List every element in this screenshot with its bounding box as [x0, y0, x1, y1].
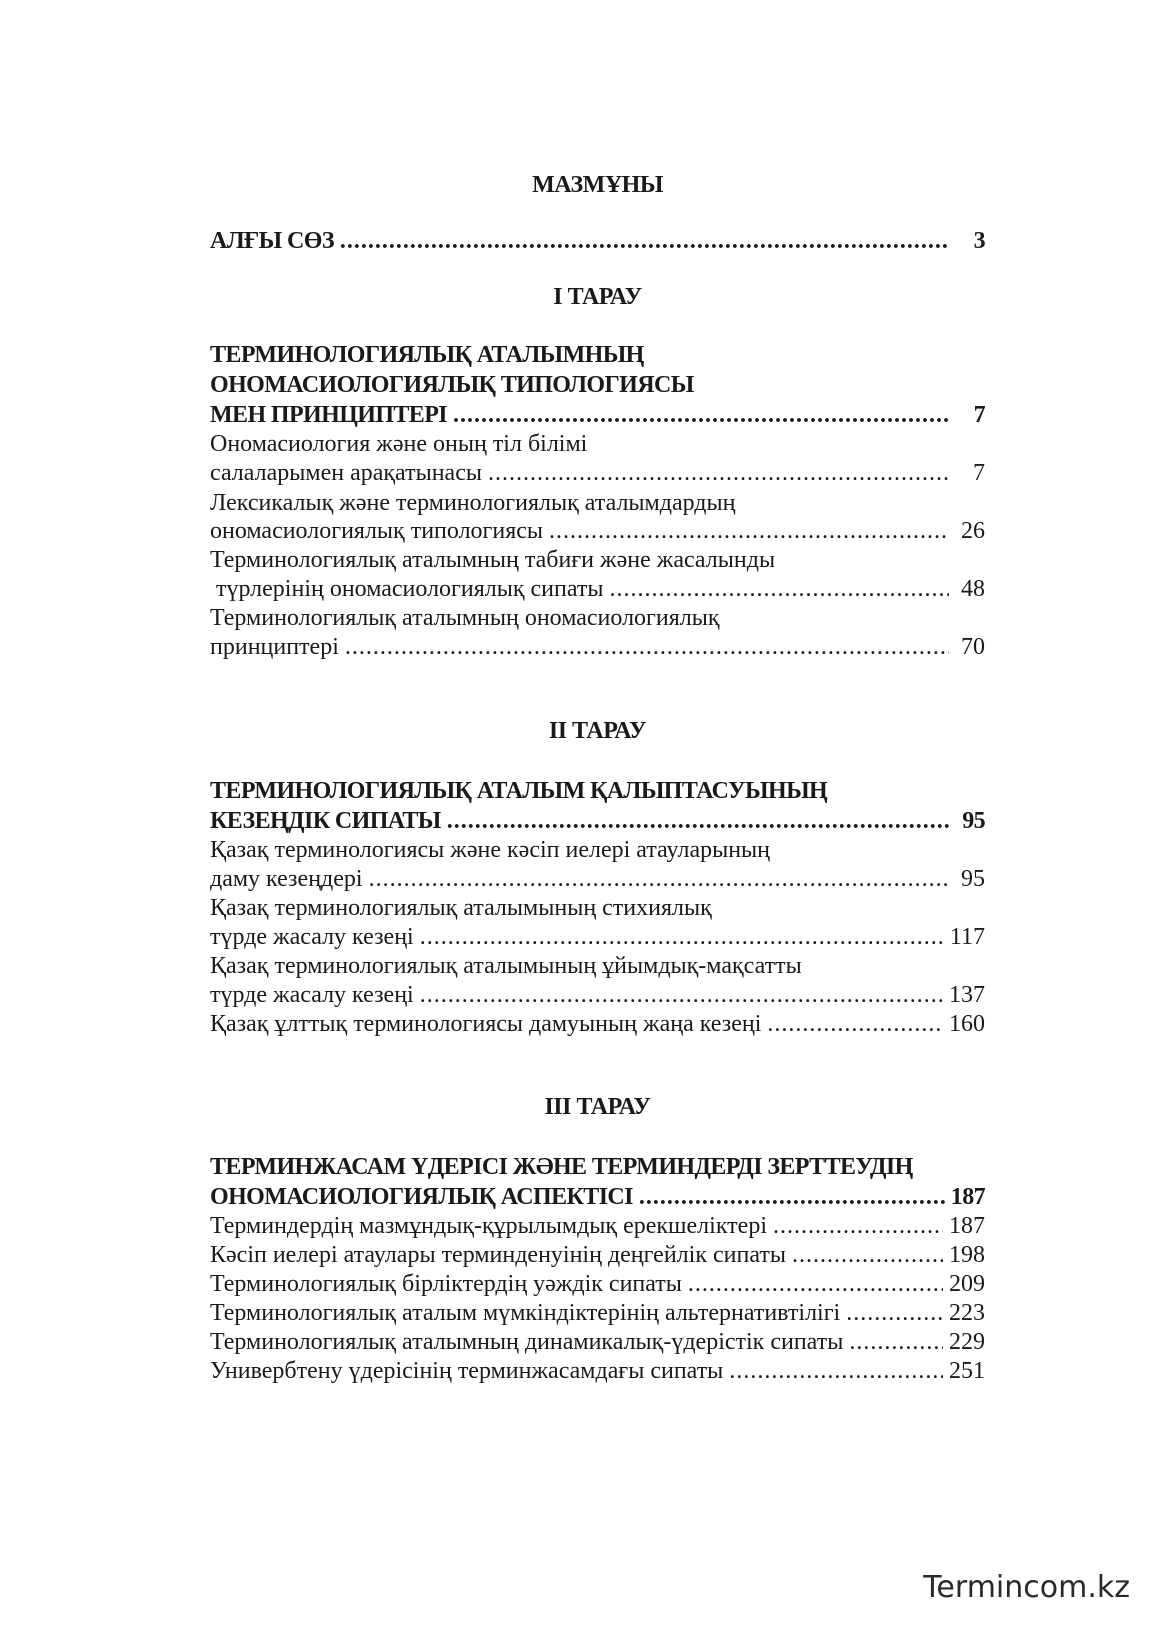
leader-dots — [420, 980, 943, 1010]
entry-text: МЕН ПРИНЦИПТЕРІ — [210, 402, 448, 428]
entry-text: ономасиологиялық типологиясы — [210, 518, 544, 544]
entry-text: принциптері — [210, 634, 339, 660]
leader-dots — [846, 1298, 943, 1328]
entry-text-line1: Терминологиялық аталымның ономасиологиялық — [210, 605, 720, 631]
chapter-title-line: ТЕРМИНЖАСАМ ҮДЕРІСІ ЖӘНЕ ТЕРМИНДЕРДІ ЗЕРТТЕУДІҢ — [210, 1154, 913, 1180]
entry-text: Универбтену үдерісінің терминжасамдағы сипаты — [210, 1358, 724, 1384]
chapter-heading-1: І ТАРАУ — [553, 284, 642, 310]
page-number: 26 — [961, 518, 985, 544]
leader-dots — [420, 922, 944, 952]
page-number: 7 — [973, 460, 985, 486]
leader-dots — [340, 226, 949, 256]
leader-dots — [610, 574, 949, 604]
page-number: 48 — [961, 576, 985, 602]
toc-entry[interactable] — [210, 1211, 985, 1241]
page-number: 160 — [949, 1011, 985, 1037]
entry-text-line1: Ономасиология және оның тіл білімі — [210, 431, 588, 457]
toc-entry[interactable] — [210, 1269, 985, 1299]
toc-entry[interactable] — [210, 516, 985, 546]
entry-text: Қазақ ұлттық терминологиясы дамуының жаңа кезеңі — [210, 1011, 762, 1037]
entry-text-line1: Лексикалық және терминологиялық аталымдардың — [210, 490, 736, 516]
page-number: 117 — [949, 924, 985, 950]
toc-title: МАЗМҰНЫ — [532, 172, 663, 198]
chapter-title-line: ОНОМАСИОЛОГИЯЛЫҚ ТИПОЛОГИЯСЫ — [210, 372, 694, 398]
page-number: 70 — [961, 634, 985, 660]
toc-entry[interactable] — [210, 980, 985, 1010]
leader-dots — [345, 632, 949, 662]
leader-dots — [447, 806, 949, 836]
entry-text: түрде жасалу кезеңі — [210, 924, 414, 950]
watermark-logo: Termincom.kz — [923, 1570, 1130, 1605]
page-number: 187 — [949, 1213, 985, 1239]
toc-entry-chapter-2[interactable] — [210, 806, 985, 836]
toc-entry-chapter-3[interactable] — [210, 1182, 985, 1212]
page-number: 3 — [973, 228, 985, 254]
leader-dots — [729, 1356, 943, 1386]
leader-dots — [639, 1182, 945, 1212]
entry-text: АЛҒЫ СӨЗ — [210, 228, 334, 254]
entry-text-line1: Қазақ терминологиясы және кәсіп иелері атауларының — [210, 837, 771, 863]
page-number: 209 — [949, 1271, 985, 1297]
entry-text: ОНОМАСИОЛОГИЯЛЫҚ АСПЕКТІСІ — [210, 1184, 633, 1210]
entry-text: Терминологиялық аталымның динамикалық-үдерістік сипаты — [210, 1329, 844, 1355]
toc-entry[interactable] — [210, 922, 985, 952]
toc-entry-foreword[interactable] — [210, 226, 985, 256]
chapter-title-line: ТЕРМИНОЛОГИЯЛЫҚ АТАЛЫМ ҚАЛЫПТАСУЫНЫҢ — [210, 778, 828, 804]
leader-dots — [849, 1327, 943, 1357]
page-number: 229 — [949, 1329, 985, 1355]
entry-text: даму кезеңдері — [210, 866, 363, 892]
entry-text: түрлерінің ономасиологиялық сипаты — [210, 576, 604, 602]
toc-entry[interactable] — [210, 1009, 985, 1039]
leader-dots — [773, 1211, 943, 1241]
toc-entry[interactable] — [210, 1356, 985, 1386]
entry-text: КЕЗЕҢДІК СИПАТЫ — [210, 808, 441, 834]
toc-entry[interactable] — [210, 864, 985, 894]
page-number: 7 — [973, 402, 985, 428]
entry-text: Кәсіп иелері атаулары терминденуінің деңгейлік сипаты — [210, 1242, 786, 1268]
entry-text: Терминологиялық бірліктердің уәждік сипаты — [210, 1271, 682, 1297]
leader-dots — [488, 458, 949, 488]
chapter-heading-2: ІІ ТАРАУ — [548, 718, 647, 744]
leader-dots — [549, 516, 949, 546]
toc-entry[interactable] — [210, 632, 985, 662]
entry-text-line1: Қазақ терминологиялық аталымының ұйымдық-мақсатты — [210, 953, 802, 979]
toc-entry[interactable] — [210, 1298, 985, 1328]
page-number: 187 — [950, 1184, 985, 1210]
leader-dots — [688, 1269, 943, 1299]
page-number: 137 — [949, 982, 985, 1008]
entry-text: салаларымен арақатынасы — [210, 460, 482, 486]
page-number: 95 — [961, 866, 985, 892]
chapter-heading-3: ІІІ ТАРАУ — [544, 1094, 651, 1120]
leader-dots — [453, 400, 949, 430]
chapter-title-line: ТЕРМИНОЛОГИЯЛЫҚ АТАЛЫМНЫҢ — [210, 342, 644, 368]
toc-entry-chapter-1[interactable] — [210, 400, 985, 430]
entry-text: Терминдердің мазмұндық-құрылымдық ерекшеліктері — [210, 1213, 767, 1239]
leader-dots — [792, 1240, 943, 1270]
leader-dots — [369, 864, 949, 894]
toc-entry[interactable] — [210, 1327, 985, 1357]
page-number: 251 — [949, 1358, 985, 1384]
entry-text: түрде жасалу кезеңі — [210, 982, 414, 1008]
page-number: 223 — [949, 1300, 985, 1326]
entry-text-line1: Терминологиялық аталымның табиғи және жасалынды — [210, 547, 776, 573]
toc-entry[interactable] — [210, 574, 985, 604]
page-number: 198 — [949, 1242, 985, 1268]
page-number: 95 — [962, 808, 985, 834]
entry-text: Терминологиялық аталым мүмкіндіктерінің альтернативтілігі — [210, 1300, 841, 1326]
toc-entry[interactable] — [210, 1240, 985, 1270]
toc-entry[interactable] — [210, 458, 985, 488]
leader-dots — [767, 1009, 943, 1039]
entry-text-line1: Қазақ терминологиялық аталымының стихиялық — [210, 895, 712, 921]
